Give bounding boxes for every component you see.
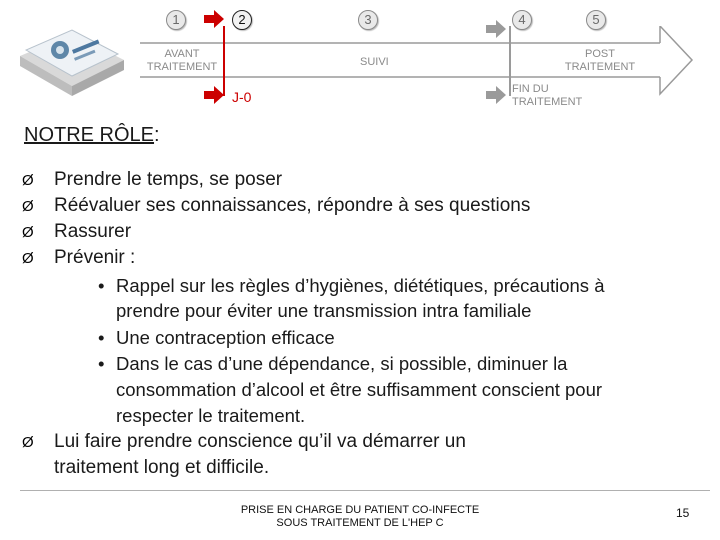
sub-list-item: Rappel sur les règles d’hygiènes, diététiques, précautions à xyxy=(116,275,605,296)
page-number: 15 xyxy=(676,506,690,520)
sub-bullet-icon: • xyxy=(98,327,105,348)
bullet-arrow-icon: Ø xyxy=(22,250,34,267)
sub-bullet-icon: • xyxy=(98,353,105,374)
list-item: Prévenir : xyxy=(54,247,136,268)
phase-suivi-label: SUIVI xyxy=(360,56,389,68)
phase-fin-label: FIN DU TRAITEMENT xyxy=(512,83,583,108)
red-arrow-icon xyxy=(204,10,224,28)
list-item: Réévaluer ses connaissances, répondre à ses questions xyxy=(54,195,531,216)
list-item: Rassurer xyxy=(54,221,132,242)
bullet-arrow-icon: Ø xyxy=(22,172,34,189)
sub-list-item-continuation: prendre pour éviter une transmission intra familiale xyxy=(116,300,532,321)
sub-list-item-continuation: respecter le traitement. xyxy=(116,405,306,426)
list-item: Prendre le temps, se poser xyxy=(54,169,283,190)
booklet-logo-image xyxy=(12,16,132,106)
step-1-badge: 1 xyxy=(166,10,186,30)
red-arrow-icon xyxy=(204,86,224,104)
list-item-continuation: traitement long et difficile. xyxy=(54,457,270,478)
footer-line-1: PRISE EN CHARGE DU PATIENT CO-INFECTE xyxy=(240,504,480,516)
sub-list-item: Dans le cas d’une dépendance, si possible, diminuer la xyxy=(116,353,568,374)
phase-avant-label: AVANT TRAITEMENT xyxy=(146,48,218,73)
sub-list-item: Une contraception efficace xyxy=(116,327,335,348)
page-title: NOTRE RÔLE: xyxy=(24,124,160,146)
step-3-badge: 3 xyxy=(358,10,378,30)
j0-marker-label: J-0 xyxy=(232,89,252,105)
footer-divider xyxy=(20,490,710,491)
bullet-arrow-icon: Ø xyxy=(22,224,34,241)
step-5-badge: 5 xyxy=(586,10,606,30)
gray-arrow-icon xyxy=(486,86,506,104)
gray-arrow-icon xyxy=(486,20,506,38)
step-2-badge: 2 xyxy=(232,10,252,30)
list-item: Lui faire prendre conscience qu’il va démarrer un xyxy=(54,431,466,452)
step-4-badge: 4 xyxy=(512,10,532,30)
bullet-arrow-icon: Ø xyxy=(22,198,34,215)
sub-bullet-icon: • xyxy=(98,275,105,296)
footer-text xyxy=(210,504,510,530)
phase-post-label: POST TRAITEMENT xyxy=(564,48,636,73)
bullet-arrow-icon: Ø xyxy=(22,434,34,451)
sub-list-item-continuation: consommation d’alcool et être suffisamment conscient pour xyxy=(116,379,603,400)
footer-line-2: SOUS TRAITEMENT DE L'HEP C xyxy=(276,517,444,529)
